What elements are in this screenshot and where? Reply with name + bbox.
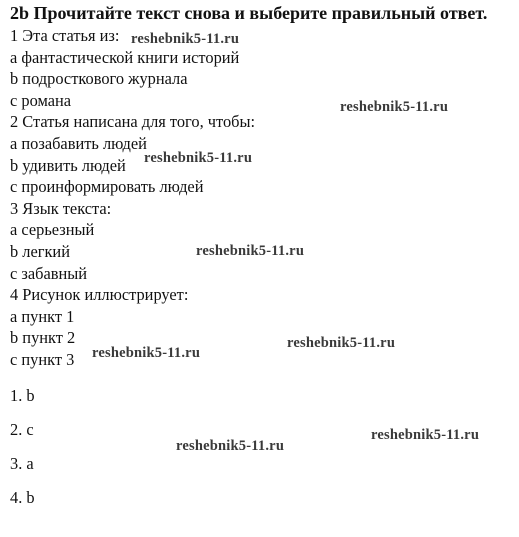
question-2-option-a: a позабавить людей <box>10 133 147 153</box>
watermark: reshebnik5-11.ru <box>92 345 201 361</box>
watermark: reshebnik5-11.ru <box>131 31 240 47</box>
question-2-option-b: b удивить людей <box>10 155 126 175</box>
question-4-prompt: 4 Рисунок иллюстрирует: <box>10 285 189 305</box>
question-2-option-c: c проинформировать людей <box>10 177 204 197</box>
question-3-option-a: a серьезный <box>10 220 95 240</box>
question-1-prompt: 1 Эта статья из: <box>10 26 120 45</box>
exercise-heading: 2b Прочитайте текст снова и выберите правильный ответ. <box>10 3 488 23</box>
question-1-option-b: b подросткового журнала <box>10 69 188 89</box>
question-4-option-c: c пункт 3 <box>10 349 75 369</box>
watermark: reshebnik5-11.ru <box>176 438 285 454</box>
answer-3: 3. a <box>10 453 34 473</box>
question-4-option-a: a пункт 1 <box>10 306 75 326</box>
watermark: reshebnik5-11.ru <box>196 243 305 259</box>
question-3-option-c: c забавный <box>10 263 88 283</box>
question-1-option-a: a фантастической книги историй <box>10 47 240 67</box>
watermark: reshebnik5-11.ru <box>371 427 480 443</box>
watermark: reshebnik5-11.ru <box>287 335 396 351</box>
question-1-option-c: c романа <box>10 90 72 110</box>
answer-2: 2. c <box>10 419 34 439</box>
watermark: reshebnik5-11.ru <box>144 150 253 166</box>
answer-4: 4. b <box>10 488 35 508</box>
question-3-option-b: b легкий <box>10 241 70 261</box>
question-4-option-b: b пункт 2 <box>10 328 76 348</box>
question-2-prompt: 2 Статья написана для того, чтобы: <box>10 112 256 132</box>
watermark: reshebnik5-11.ru <box>340 99 449 115</box>
answer-1: 1. b <box>10 385 35 405</box>
question-3-prompt: 3 Язык текста: <box>10 198 112 218</box>
question-list <box>10 25 515 371</box>
